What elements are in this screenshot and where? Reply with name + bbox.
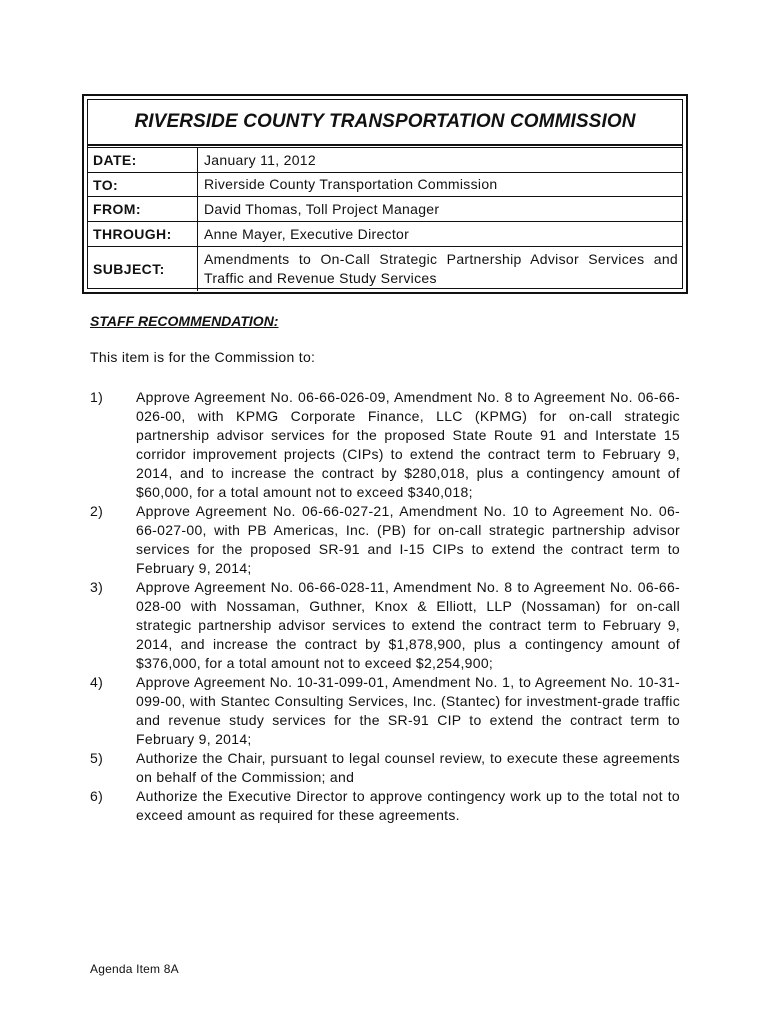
to-label: TO: xyxy=(88,173,198,196)
date-label: DATE: xyxy=(88,148,198,172)
memo-title: RIVERSIDE COUNTY TRANSPORTATION COMMISSION xyxy=(88,100,682,146)
memo-row-subject xyxy=(88,247,682,291)
list-item-text: Approve Agreement No. 06-66-027-21, Amendment No. 10 to Agreement No. 06-66-027-00, with PB Americas, Inc. (PB) for on-call strategic partnership advisor services for the proposed SR-91 and I-15 CIPs to extend the contract term to February 9, 2014; xyxy=(136,503,680,576)
from-label: FROM: xyxy=(88,197,198,221)
memo-row-from xyxy=(88,197,682,222)
list-item-number: 1) xyxy=(90,389,104,405)
memo-header-inner xyxy=(87,99,683,289)
recommendation-list xyxy=(90,388,680,825)
subject-value-cell xyxy=(198,247,682,291)
memo-row-to xyxy=(88,173,682,197)
memo-row-through xyxy=(88,222,682,247)
to-value: Riverside County Transportation Commission xyxy=(204,176,498,192)
list-item xyxy=(90,578,680,673)
memo-row-date xyxy=(88,148,682,173)
staff-recommendation-heading: STAFF RECOMMENDATION: xyxy=(90,313,279,329)
list-item xyxy=(90,673,680,749)
list-item-number: 5) xyxy=(90,750,104,766)
list-item xyxy=(90,787,680,825)
memo-header-box xyxy=(82,94,688,294)
list-item xyxy=(90,502,680,578)
subject-value: Amendments to On-Call Strategic Partnership Advisor Services and Traffic and Revenue Study Services xyxy=(204,251,678,286)
list-item-number: 6) xyxy=(90,788,104,804)
list-item-number: 2) xyxy=(90,503,104,519)
subject-label: SUBJECT: xyxy=(88,247,198,291)
intro-text: This item is for the Commission to: xyxy=(90,349,316,365)
from-value: David Thomas, Toll Project Manager xyxy=(204,200,440,217)
through-value: Anne Mayer, Executive Director xyxy=(204,225,410,242)
memo-fields xyxy=(88,147,682,288)
list-item-text: Approve Agreement No. 06-66-026-09, Amendment No. 8 to Agreement No. 06-66-026-00, with KPMG Corporate Finance, LLC (KPMG) for on-call strategic partnership advisor services for the proposed State Route 91 and Interstate 15 corridor improvement projects (CIPs) to extend the contract term to February 9, 2014, and to increase the contract by $280,018, plus a contingency amount of $60,000, for a total amount not to exceed $340,018; xyxy=(136,389,680,500)
list-item-text: Approve Agreement No. 10-31-099-01, Amendment No. 1, to Agreement No. 10-31-099-00, with Stantec Consulting Services, Inc. (Stantec) for investment-grade traffic and revenue study services for the SR-91 CIP to extend the contract term to February 9, 2014; xyxy=(136,674,680,747)
list-item-text: Authorize the Chair, pursuant to legal counsel review, to execute these agreements on behalf of the Commission; and xyxy=(136,750,680,785)
list-item xyxy=(90,388,680,502)
agenda-item-footer: Agenda Item 8A xyxy=(90,962,179,976)
list-item-text: Authorize the Executive Director to approve contingency work up to the total not to exceed amount as required for these agreements. xyxy=(136,788,680,823)
date-value: January 11, 2012 xyxy=(204,151,316,168)
list-item-number: 3) xyxy=(90,579,104,595)
through-label: THROUGH: xyxy=(88,222,198,246)
list-item-number: 4) xyxy=(90,674,104,690)
list-item xyxy=(90,749,680,787)
list-item-text: Approve Agreement No. 06-66-028-11, Amendment No. 8 to Agreement No. 06-66-028-00 with Nossaman, Guthner, Knox & Elliott, LLP (Nossaman) for on-call strategic partnership advisor services to extend the contract term to February 9, 2014, and increase the contract by $1,878,900, plus a contingency amount of $376,000, for a total amount not to exceed $2,254,900; xyxy=(136,579,680,671)
